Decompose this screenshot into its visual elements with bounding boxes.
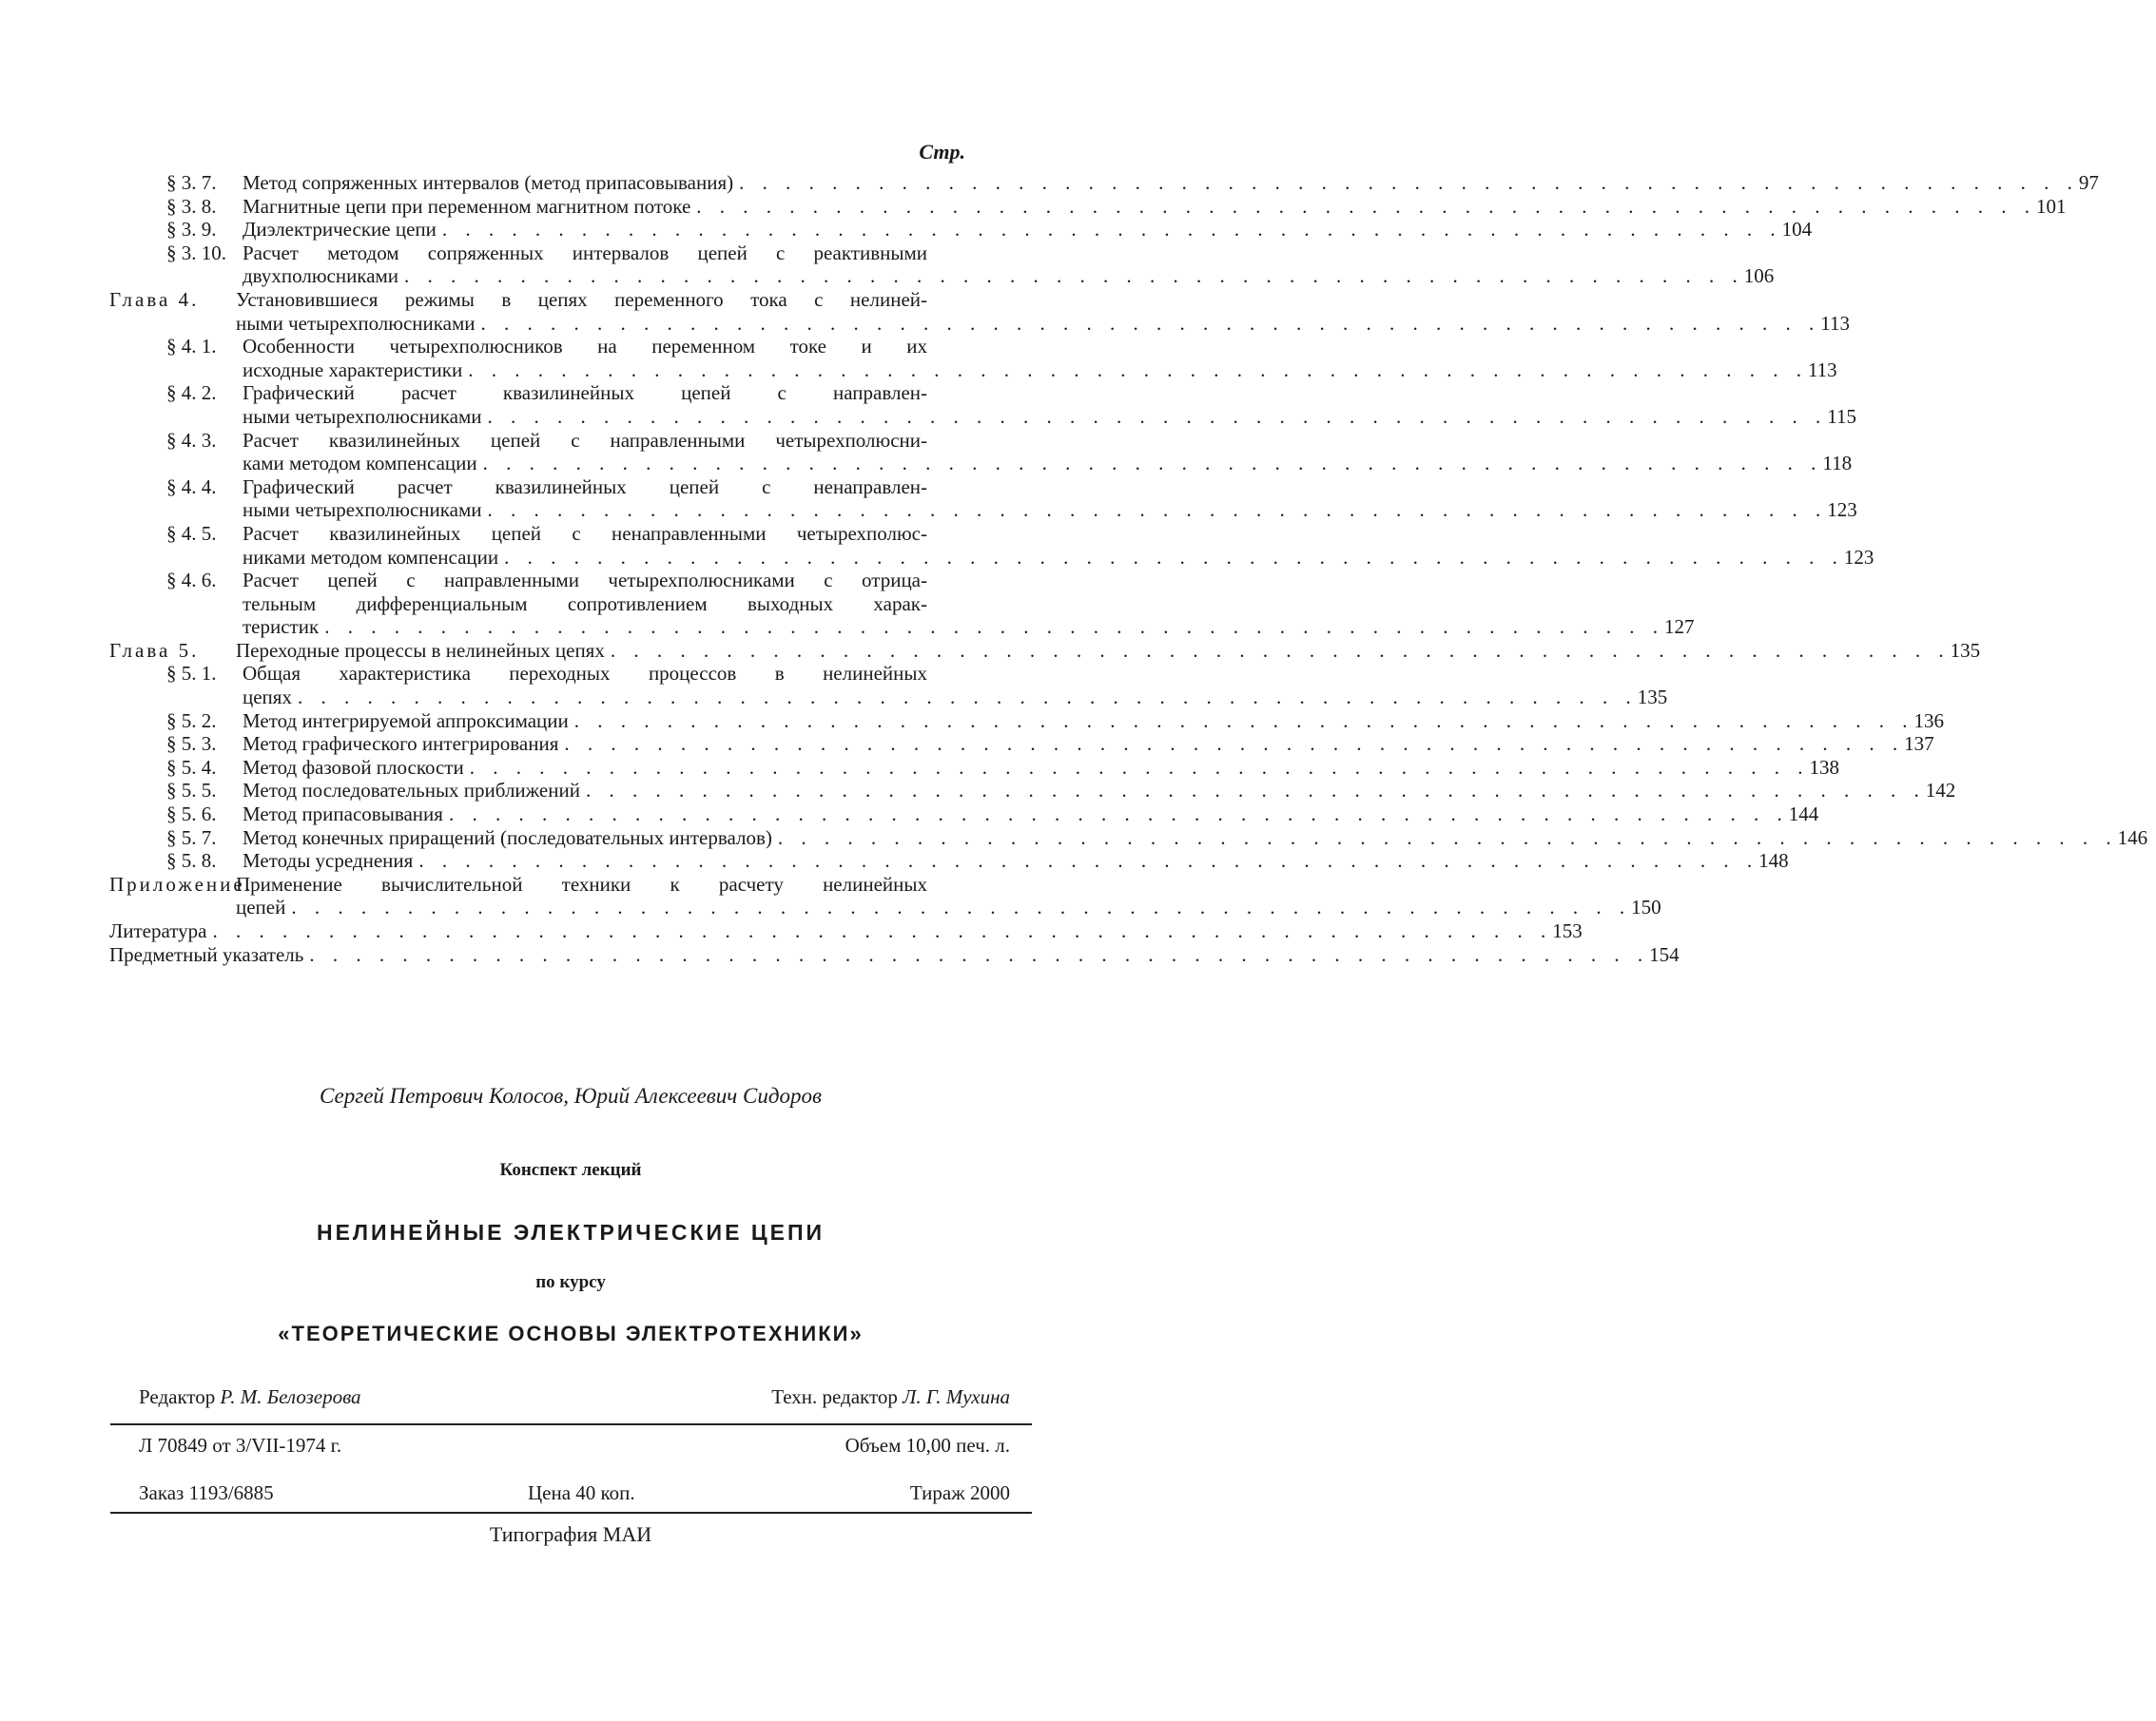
page-number: 106 xyxy=(1743,264,1775,288)
section-number: § 3. 10. xyxy=(166,241,226,264)
authors: Сергей Петрович Колосов, Юрий Алексеевич Сидоров xyxy=(320,1084,822,1108)
toc-entry xyxy=(109,171,2099,195)
toc-entry-title-line xyxy=(109,919,1583,943)
divider-bottom xyxy=(110,1512,1032,1514)
toc-entry-title: Магнитные цепи при переменном магнитном потоке xyxy=(243,194,691,218)
toc-entry-title: Методы усреднения xyxy=(243,849,414,873)
section-number: § 3. 8. xyxy=(166,194,217,218)
toc-entry xyxy=(109,919,1583,943)
print-volume: Объем 10,00 печ. л. xyxy=(845,1434,1010,1457)
page-number: 150 xyxy=(1631,896,1661,919)
dot-leader: . . . . . . . . . . . . . . . . . . . . . . . . . . . . . . . . . . . . . . . . . . . . . . . . . . . . . . . . . . xyxy=(585,779,1926,802)
dot-leader: . . . . . . . . . . . . . . . . . . . . . . . . . . . . . . . . . . . . . . . . . . . . . . . . . . . . . . . . . . xyxy=(468,358,1808,381)
toc-entry-title-line xyxy=(243,849,1789,873)
toc-entry-title-line xyxy=(236,638,1981,663)
toc-entry xyxy=(109,569,1695,639)
toc-entry-title-line xyxy=(243,218,1813,242)
dot-leader: . . . . . . . . . . . . . . . . . . . . . . . . . . . . . . . . . . . . . . . . . . . . . . . . . . . . . . . . . . xyxy=(487,404,1828,428)
tech-editor-label: Техн. редактор xyxy=(771,1385,898,1408)
page-number: 138 xyxy=(1809,755,1840,779)
toc-entries xyxy=(109,171,2148,966)
toc-entry-title: Метод припасовывания xyxy=(243,802,443,826)
toc-entry xyxy=(109,474,1857,522)
section-number: § 4. 4. xyxy=(166,474,217,498)
toc-entry-title-line xyxy=(243,802,1819,826)
page-number: 97 xyxy=(2078,171,2099,194)
toc-entry-title: ными четырехполюсниками xyxy=(243,404,482,428)
toc-entry-title: Переходные процессы в нелинейных цепях xyxy=(236,638,605,662)
dot-leader: . . . . . . . . . . . . . . . . . . . . . . . . . . . . . . . . . . . . . . . . . . . . . . . . . . . . . . . . . . xyxy=(482,452,1823,475)
printing-house: Типография МАИ xyxy=(489,1522,652,1546)
toc-entry-title: цепях xyxy=(243,686,292,709)
toc-entry-title-line xyxy=(243,171,2099,195)
course-name: «ТЕОРЕТИЧЕСКИЕ ОСНОВЫ ЭЛЕКТРОТЕХНИКИ» xyxy=(278,1322,864,1345)
toc-entry-title-line: Расчет квазилинейных цепей с направленными четырехполюсни- xyxy=(243,428,927,452)
toc-entry-title: Метод фазовой плоскости xyxy=(243,755,464,779)
dot-leader: . . . . . . . . . . . . . . . . . . . . . . . . . . . . . . . . . . . . . . . . . . . . . . . . . . . . . . . . . . xyxy=(291,896,1632,919)
toc-entry-title: исходные характеристики xyxy=(243,358,463,381)
section-number: § 4. 6. xyxy=(166,569,217,592)
toc-entry-title-line: Графический расчет квазилинейных цепей с направлен- xyxy=(243,381,927,405)
document-type: Конспект лекций xyxy=(499,1160,642,1180)
chapter-number: Глава 5. xyxy=(109,638,200,662)
dot-leader: . . . . . . . . . . . . . . . . . . . . . . . . . . . . . . . . . . . . . . . . . . . . . . . . . . . . . . . . . . xyxy=(297,686,1638,709)
toc-entry-title-line xyxy=(109,942,1680,967)
toc-entry xyxy=(109,218,1813,242)
section-number: § 3. 9. xyxy=(166,218,217,242)
print-run: Тираж 2000 xyxy=(909,1481,1010,1504)
section-number: § 5. 1. xyxy=(166,662,217,686)
toc-entry-title-line xyxy=(243,452,1853,475)
toc-entry xyxy=(109,708,1945,733)
toc-entry-title-line xyxy=(243,755,1840,780)
toc-entry xyxy=(109,942,1680,967)
dot-leader: . . . . . . . . . . . . . . . . . . . . . . . . . . . . . . . . . . . . . . . . . . . . . . . . . . . . . . . . . . xyxy=(309,942,1650,966)
tech-editor-credit xyxy=(771,1385,1010,1409)
toc-entry xyxy=(109,732,1934,756)
toc-entry-title-line: Расчет цепей с направленными четырехполюсниками с отрица- xyxy=(243,569,927,592)
toc-entry-title: цепей xyxy=(236,896,286,919)
page-number: 135 xyxy=(1950,638,1981,662)
toc-entry-title-line: тельным дифференциальным сопротивлением выходных харак- xyxy=(243,591,927,615)
toc-entry xyxy=(109,194,2067,219)
page-number: 142 xyxy=(1925,779,1956,802)
toc-entry-title: ными четырехполюсниками xyxy=(243,498,482,522)
dot-leader: . . . . . . . . . . . . . . . . . . . . . . . . . . . . . . . . . . . . . . . . . . . . . . . . . . . . . . . . . . xyxy=(777,825,2118,849)
section-number: § 5. 5. xyxy=(166,779,217,802)
page-number: 101 xyxy=(2036,194,2067,218)
toc-entry xyxy=(109,381,1856,428)
toc-entry xyxy=(109,428,1853,475)
toc-entry-title-line xyxy=(243,686,1668,709)
toc-entry-title-line xyxy=(243,545,1874,570)
toc-entry-title-line: Применение вычислительной техники к расчету нелинейных xyxy=(236,872,927,896)
toc-entry xyxy=(109,521,1874,569)
toc-entry-title-line xyxy=(243,194,2067,219)
page-number: 123 xyxy=(1827,498,1857,522)
page-number: 113 xyxy=(1807,358,1837,381)
dot-leader: . . . . . . . . . . . . . . . . . . . . . . . . . . . . . . . . . . . . . . . . . . . . . . . . . . . . . . . . . . xyxy=(504,545,1844,569)
page-number: 144 xyxy=(1788,802,1819,826)
section-number: § 3. 7. xyxy=(166,171,217,194)
book-title: НЕЛИНЕЙНЫЕ ЭЛЕКТРИЧЕСКИЕ ЦЕПИ xyxy=(316,1220,825,1245)
dot-leader: . . . . . . . . . . . . . . . . . . . . . . . . . . . . . . . . . . . . . . . . . . . . . . . . . . . . . . . . . . xyxy=(487,498,1828,522)
section-number: § 5. 7. xyxy=(166,825,217,849)
toc-entry-title-line xyxy=(243,708,1945,733)
toc-entry-title: теристик xyxy=(243,615,320,639)
page-number: 148 xyxy=(1758,849,1789,873)
divider-top xyxy=(110,1423,1032,1425)
toc-entry xyxy=(109,287,1850,335)
section-number: § 4. 1. xyxy=(166,335,217,358)
dot-leader: . . . . . . . . . . . . . . . . . . . . . . . . . . . . . . . . . . . . . . . . . . . . . . . . . . . . . . . . . . xyxy=(418,849,1759,873)
section-number: § 5. 4. xyxy=(166,755,217,779)
section-number: § 5. 3. xyxy=(166,732,217,756)
toc-entry-title: Предметный указатель xyxy=(109,942,304,966)
toc-entry xyxy=(109,662,1668,709)
page-number: 127 xyxy=(1663,615,1695,639)
section-number: § 4. 3. xyxy=(166,428,217,452)
page-column-header: Стр. xyxy=(919,140,965,164)
toc-entry-title: Метод конечных приращений (последовательных интервалов) xyxy=(243,825,772,849)
toc-entry-title-line xyxy=(243,498,1857,522)
toc-entry-title-line xyxy=(236,311,1850,336)
toc-entry-title-line: Расчет методом сопряженных интервалов цепей с реактивными xyxy=(243,241,927,264)
order-number: Заказ 1193/6885 xyxy=(139,1481,274,1504)
toc-entry-title: никами методом компенсации xyxy=(243,545,499,569)
page-number: 113 xyxy=(1820,311,1850,335)
dot-leader: . . . . . . . . . . . . . . . . . . . . . . . . . . . . . . . . . . . . . . . . . . . . . . . . . . . . . . . . . . xyxy=(480,311,1821,335)
dot-leader: . . . . . . . . . . . . . . . . . . . . . . . . . . . . . . . . . . . . . . . . . . . . . . . . . . . . . . . . . . xyxy=(696,194,2037,218)
dot-leader: . . . . . . . . . . . . . . . . . . . . . . . . . . . . . . . . . . . . . . . . . . . . . . . . . . . . . . . . . . xyxy=(324,615,1664,639)
chapter-number: Приложение. xyxy=(109,872,253,896)
license-number: Л 70849 от 3/VII-1974 г. xyxy=(139,1434,342,1457)
editor-label: Редактор xyxy=(139,1385,216,1408)
dot-leader: . . . . . . . . . . . . . . . . . . . . . . . . . . . . . . . . . . . . . . . . . . . . . . . . . . . . . . . . . . xyxy=(212,919,1553,942)
toc-entry xyxy=(109,779,1956,802)
toc-entry-title: Литература xyxy=(109,919,207,942)
dot-leader: . . . . . . . . . . . . . . . . . . . . . . . . . . . . . . . . . . . . . . . . . . . . . . . . . . . . . . . . . . xyxy=(610,638,1951,662)
toc-entry-title: Метод последовательных приближений xyxy=(243,779,580,802)
toc-entry-title-line: Графический расчет квазилинейных цепей с ненаправлен- xyxy=(243,474,927,498)
toc-entry xyxy=(109,849,1789,873)
section-number: § 5. 8. xyxy=(166,849,217,873)
toc-entry xyxy=(109,241,1775,288)
section-number: § 4. 2. xyxy=(166,381,217,405)
toc-entry-title-line: Особенности четырехполюсников на переменном токе и их xyxy=(243,335,927,358)
page-number: 137 xyxy=(1904,732,1934,756)
toc-entry-title-line xyxy=(243,779,1956,802)
toc-entry-title: Диэлектрические цепи xyxy=(243,218,437,242)
toc-entry xyxy=(109,638,1981,663)
dot-leader: . . . . . . . . . . . . . . . . . . . . . . . . . . . . . . . . . . . . . . . . . . . . . . . . . . . . . . . . . . xyxy=(739,171,2079,194)
toc-entry-title-line xyxy=(243,615,1695,639)
editor-name: Р. М. Белозерова xyxy=(220,1385,361,1408)
dot-leader: . . . . . . . . . . . . . . . . . . . . . . . . . . . . . . . . . . . . . . . . . . . . . . . . . . . . . . . . . . xyxy=(404,264,1744,288)
page-number: 123 xyxy=(1843,545,1874,569)
section-number: § 5. 2. xyxy=(166,708,217,732)
toc-entry-title: ными четырехполюсниками xyxy=(236,311,476,335)
toc-entry-title-line xyxy=(243,825,2148,850)
toc-entry-title-line xyxy=(243,404,1856,429)
toc-entry-title-line xyxy=(243,264,1775,288)
toc-entry xyxy=(109,335,1837,381)
toc-entry-title: Метод интегрируемой аппроксимации xyxy=(243,708,569,732)
page-number: 154 xyxy=(1649,942,1680,966)
page-number: 135 xyxy=(1637,686,1668,709)
toc-entry xyxy=(109,872,1661,919)
course-label: по курсу xyxy=(535,1272,606,1292)
page-number: 153 xyxy=(1552,919,1583,942)
toc-entry-title-line xyxy=(243,732,1934,756)
toc-entry-title: ками методом компенсации xyxy=(243,452,477,475)
toc-entry-title-line xyxy=(236,896,1661,919)
dot-leader: . . . . . . . . . . . . . . . . . . . . . . . . . . . . . . . . . . . . . . . . . . . . . . . . . . . . . . . . . . xyxy=(469,755,1810,779)
chapter-number: Глава 4. xyxy=(109,287,200,311)
toc-entry xyxy=(109,802,1819,826)
dot-leader: . . . . . . . . . . . . . . . . . . . . . . . . . . . . . . . . . . . . . . . . . . . . . . . . . . . . . . . . . . xyxy=(573,708,1914,732)
dot-leader: . . . . . . . . . . . . . . . . . . . . . . . . . . . . . . . . . . . . . . . . . . . . . . . . . . . . . . . . . . xyxy=(564,732,1905,756)
toc-entry-title-line: Установившиеся режимы в цепях переменного тока с нелиней- xyxy=(236,287,927,311)
page-number: 136 xyxy=(1913,708,1945,732)
section-number: § 5. 6. xyxy=(166,802,217,826)
toc-entry-title-line: Расчет квазилинейных цепей с ненаправленными четырехполюс- xyxy=(243,521,927,545)
page-number: 118 xyxy=(1822,452,1853,475)
section-number: § 4. 5. xyxy=(166,521,217,545)
dot-leader: . . . . . . . . . . . . . . . . . . . . . . . . . . . . . . . . . . . . . . . . . . . . . . . . . . . . . . . . . . xyxy=(441,218,1782,242)
toc-entry xyxy=(109,755,1840,780)
price: Цена 40 коп. xyxy=(528,1481,635,1504)
dot-leader: . . . . . . . . . . . . . . . . . . . . . . . . . . . . . . . . . . . . . . . . . . . . . . . . . . . . . . . . . . xyxy=(448,802,1789,826)
toc-entry-title-line: Общая характеристика переходных процессов в нелинейных xyxy=(243,662,927,686)
toc-entry-title: двухполюсниками xyxy=(243,264,399,288)
page-number: 146 xyxy=(2117,825,2148,849)
toc-entry-title-line xyxy=(243,358,1837,382)
toc-entry-title: Метод графического интегрирования xyxy=(243,732,559,756)
tech-editor-name: Л. Г. Мухина xyxy=(903,1385,1010,1408)
page-number: 104 xyxy=(1781,218,1813,242)
toc-entry-title: Метод сопряженных интервалов (метод припасовывания) xyxy=(243,171,734,194)
toc-entry xyxy=(109,825,2148,850)
page-number: 115 xyxy=(1827,404,1856,428)
editor-credit xyxy=(139,1385,361,1409)
